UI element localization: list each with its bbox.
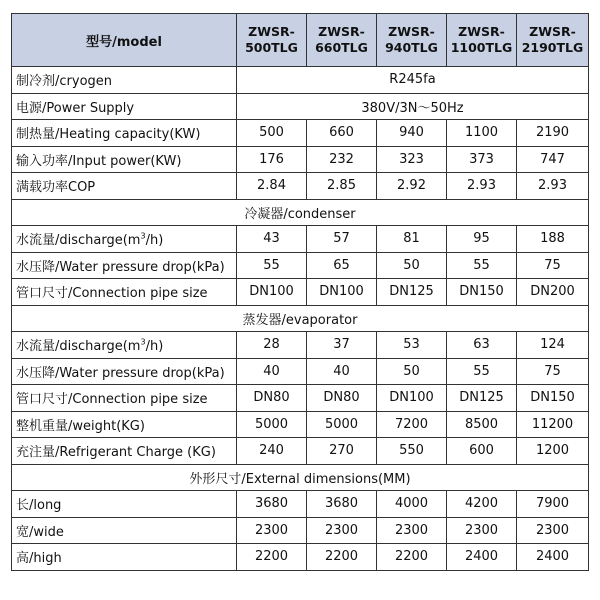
power-supply-value: 380V/3N～50Hz [237,93,589,120]
cell: 176 [237,146,307,173]
cell: DN150 [517,385,589,412]
cell: 3680 [237,491,307,518]
cell: 75 [517,252,589,279]
cell: 2200 [237,544,307,571]
row-label: 制冷剂/cryogen [12,67,237,94]
condenser-section-title: 冷凝器/condenser [12,199,589,226]
cell: 2.84 [237,173,307,200]
cell: 65 [307,252,377,279]
evaporator-discharge-row [12,332,589,359]
cell: DN125 [377,279,447,306]
row-label: 宽/wide [12,517,237,544]
cell: 55 [237,252,307,279]
cell: 5000 [237,411,307,438]
cell: DN100 [237,279,307,306]
input-power-row [12,146,589,173]
cell: 2.93 [447,173,517,200]
evaporator-pipe-size-row [12,385,589,412]
refrigerant-charge-row [12,438,589,465]
cell: 323 [377,146,447,173]
row-label: 整机重量/weight(KG) [12,411,237,438]
row-label: 充注量/Refrigerant Charge (KG) [12,438,237,465]
cell: 124 [517,332,589,359]
model-header-2190: ZWSR- 2190TLG [517,14,589,67]
row-label: 长/long [12,491,237,518]
model-header-940: ZWSR- 940TLG [377,14,447,67]
condenser-section-row [12,199,589,226]
evaporator-section-title: 蒸发器/evaporator [12,305,589,332]
cell: 81 [377,226,447,253]
cell: 3680 [307,491,377,518]
spec-table [11,13,589,571]
cell: 940 [377,120,447,147]
cell: 600 [447,438,517,465]
row-label: 水流量$/discharge(m^3/h)$ [12,332,237,359]
cell: 2400 [447,544,517,571]
row-label: 电源/Power Supply [12,93,237,120]
cell: 1100 [447,120,517,147]
cell: DN80 [307,385,377,412]
model-header-500: ZWSR- 500TLG [237,14,307,67]
cell: 2300 [377,517,447,544]
condenser-pressure-drop-row [12,252,589,279]
cell: 2200 [377,544,447,571]
cell: 1200 [517,438,589,465]
cell: DN125 [447,385,517,412]
evaporator-pressure-drop-row [12,358,589,385]
cell: 8500 [447,411,517,438]
dimension-high-row [12,544,589,571]
heating-capacity-row [12,120,589,147]
model-header-660: ZWSR- 660TLG [307,14,377,67]
cell: 4200 [447,491,517,518]
cell: 4000 [377,491,447,518]
cell: DN200 [517,279,589,306]
cell: 11200 [517,411,589,438]
condenser-pipe-size-row [12,279,589,306]
cell: 240 [237,438,307,465]
row-label: 高/high [12,544,237,571]
power-supply-row [12,93,589,120]
cell: 43 [237,226,307,253]
cell: 53 [377,332,447,359]
cell: 747 [517,146,589,173]
cell: 660 [307,120,377,147]
cell: 2300 [307,517,377,544]
cell: 188 [517,226,589,253]
row-label: 满载功率COP [12,173,237,200]
cell: 2.85 [307,173,377,200]
cell: 37 [307,332,377,359]
row-label: 制热量/Heating capacity(KW) [12,120,237,147]
cell: 5000 [307,411,377,438]
cell: 550 [377,438,447,465]
condenser-discharge-row [12,226,589,253]
cell: 50 [377,252,447,279]
row-label: 管口尺寸/Connection pipe size [12,279,237,306]
cell: 55 [447,252,517,279]
cell: DN100 [377,385,447,412]
cell: 63 [447,332,517,359]
cell: DN150 [447,279,517,306]
cell: 95 [447,226,517,253]
cell: 40 [307,358,377,385]
cell: 7900 [517,491,589,518]
model-header-1100: ZWSR- 1100TLG [447,14,517,67]
header-row [12,14,589,67]
cell: 2300 [447,517,517,544]
cell: 7200 [377,411,447,438]
refrigerant-row [12,67,589,94]
cell: 2300 [517,517,589,544]
row-label: 水压降/Water pressure drop(kPa) [12,358,237,385]
weight-row [12,411,589,438]
cell: 40 [237,358,307,385]
cell: 75 [517,358,589,385]
row-label: 管口尺寸/Connection pipe size [12,385,237,412]
model-header: 型号/model [12,14,237,67]
cell: 373 [447,146,517,173]
cell: 28 [237,332,307,359]
dimension-wide-row [12,517,589,544]
cell: 232 [307,146,377,173]
cell: 2.92 [377,173,447,200]
cell: 50 [377,358,447,385]
cell: 500 [237,120,307,147]
cell: 2.93 [517,173,589,200]
evaporator-section-row [12,305,589,332]
cell: 57 [307,226,377,253]
cell: 55 [447,358,517,385]
row-label: 输入功率/Input power(KW) [12,146,237,173]
cell: 2190 [517,120,589,147]
cell: DN100 [307,279,377,306]
row-label: 水流量$/discharge(m^3/h)$ [12,226,237,253]
row-label: 水压降/Water pressure drop(kPa) [12,252,237,279]
cell: 270 [307,438,377,465]
cell: DN80 [237,385,307,412]
dimension-long-row [12,491,589,518]
cop-row [12,173,589,200]
cell: 2300 [237,517,307,544]
dimensions-section-row [12,464,589,491]
dimensions-section-title: 外形尺寸/External dimensions(MM) [12,464,589,491]
cell: 2400 [517,544,589,571]
refrigerant-value: R245fa [237,67,589,94]
cell: 2200 [307,544,377,571]
